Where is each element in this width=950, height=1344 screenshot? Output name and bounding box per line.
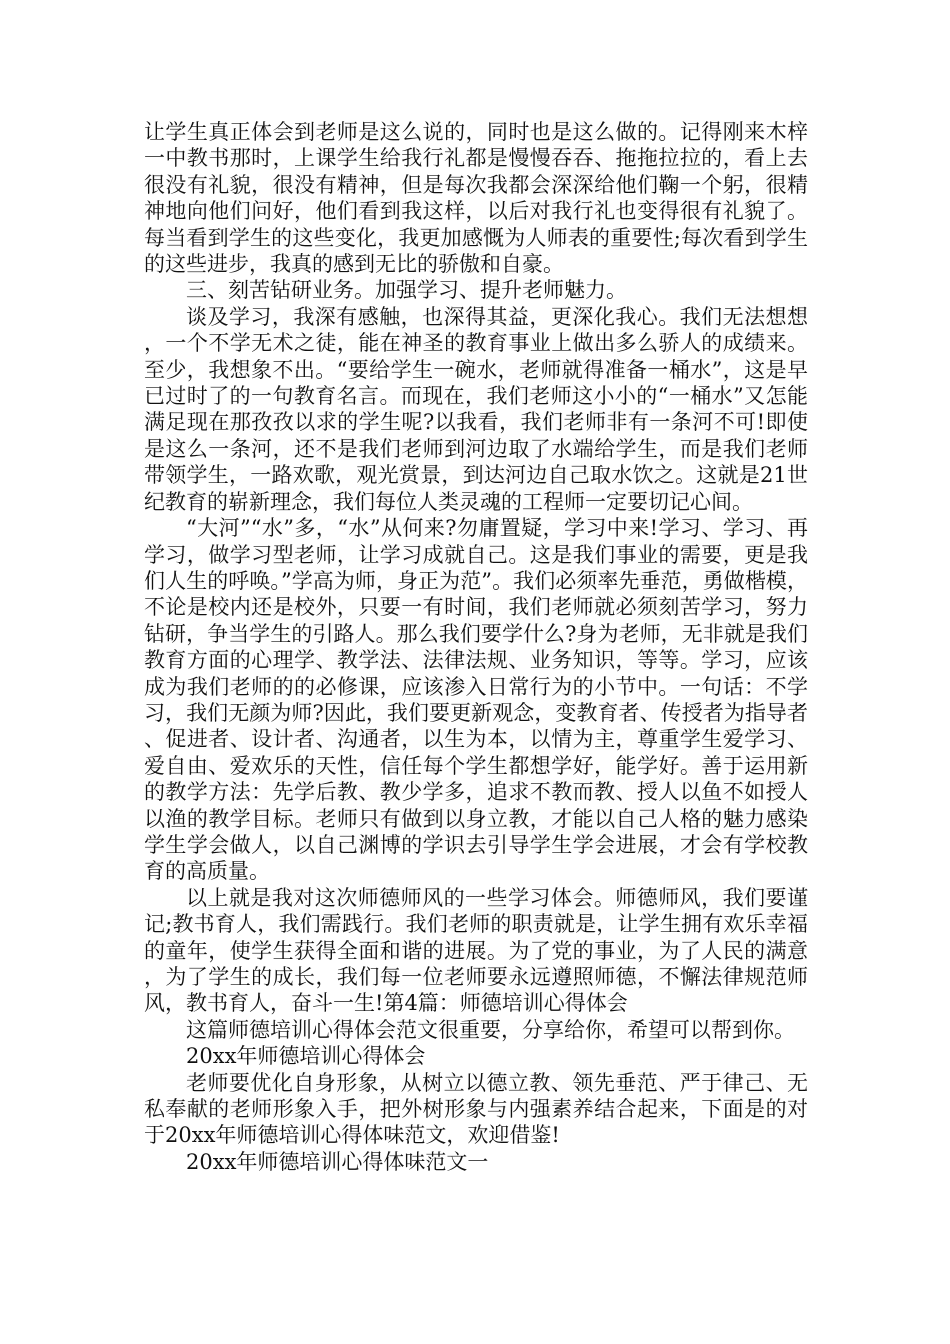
document-body — [144, 119, 808, 1175]
paragraph-share-note: 这篇师德培训心得体会范文很重要，分享给你，希望可以帮到你。 — [186, 1017, 795, 1042]
section-heading-study: 三、刻苦钻研业务。加强学习、提升老师魅力。 — [186, 278, 627, 303]
paragraph-big-river: “大河”“水”多，“水”从何来?勿庸置疑，学习中来!学习、学习、再学习，做学习型老师，让学习成就自己。这是我们事业的需要，更是我们人生的呼唤。”学高为师，身正为范”。我们必须率先垂范，勇做楷模，不论是校内还是校外，只要一有时间，我们老师就必须刻苦学习，努力钻研，争当学生的引路人。那么我们要学什么?身为老师，无非就是我们教育方面的心理学、教学法、法律法规、业务知识，等等。学习，应该成为我们老师的的必修课，应该渗入日常行为的小节中。一句话：不学习，我们无颜为师?因此，我们要更新观念，变教育者、传授者为指导者、促进者、设计者、沟通者，以生为本，以情为主，尊重学生爱学习、爱自由、爱欢乐的天性，信任每个学生都想学好，能学好。善于运用新的教学方法：先学后教、教少学多，追求不教而教、授人以鱼不如授人以渔的教学目标。老师只有做到以身立教，才能以自己人格的魅力感染学生学会做人，以自己渊博的学识去引导学生学会进展，才会有学校教育的高质量。 — [144, 516, 808, 884]
subheading-sample-one: 20xx年师德培训心得体味范文一 — [186, 1149, 489, 1174]
paragraph-conclusion: 以上就是我对这次师德师风的一些学习体会。师德师风，我们要谨记;教书育人，我们需践行。我们老师的职责就是，让学生拥有欢乐幸福的童年，使学生获得全面和谐的进展。为了党的事业，为了人民的满意，为了学生的成长，我们每一位老师要永远遵照师德，不懈法律规范师风，教书育人，奋斗一生!第4篇：师德培训心得体会 — [144, 885, 808, 1016]
subheading-training: 20xx年师德培训心得体会 — [186, 1044, 426, 1069]
paragraph-courtesy: 让学生真正体会到老师是这么说的，同时也是这么做的。记得刚来木梓一中教书那时，上课学生给我行礼都是慢慢吞吞、拖拖拉拉的，看上去很没有礼貌，很没有精神，但是每次我都会深深给他们鞠一个躬，很精神地向他们问好，他们看到我这样，以后对我行礼也变得很有礼貌了。每当看到学生的这些变化，我更加感慨为人师表的重要性;每次看到学生的这些进步，我真的感到无比的骄傲和自豪。 — [144, 120, 808, 277]
paragraph-image: 老师要优化自身形象，从树立以德立教、领先垂范、严于律己、无私奉献的老师形象入手，把外树形象与内强素养结合起来，下面是的对于20xx年师德培训心得体味范文，欢迎借鉴! — [144, 1070, 808, 1148]
paragraph-learning: 谈及学习，我深有感触，也深得其益，更深化我心。我们无法想想，一个不学无术之徒，能在神圣的教育事业上做出多么骄人的成绩来。至少，我想象不出。“要给学生一碗水，老师就得准备一桶水”，这是早已过时了的一句教育名言。而现在，我们老师这小小的“一桶水”又怎能满足现在那孜孜以求的学生呢?以我看，我们老师非有一条河不可!即使是这么一条河，还不是我们老师到河边取了水端给学生，而是我们老师带领学生，一路欢歌，观光赏景，到达河边自己取水饮之。这就是21世纪教育的崭新理念，我们每位人类灵魂的工程师一定要切记心间。 — [144, 304, 808, 514]
